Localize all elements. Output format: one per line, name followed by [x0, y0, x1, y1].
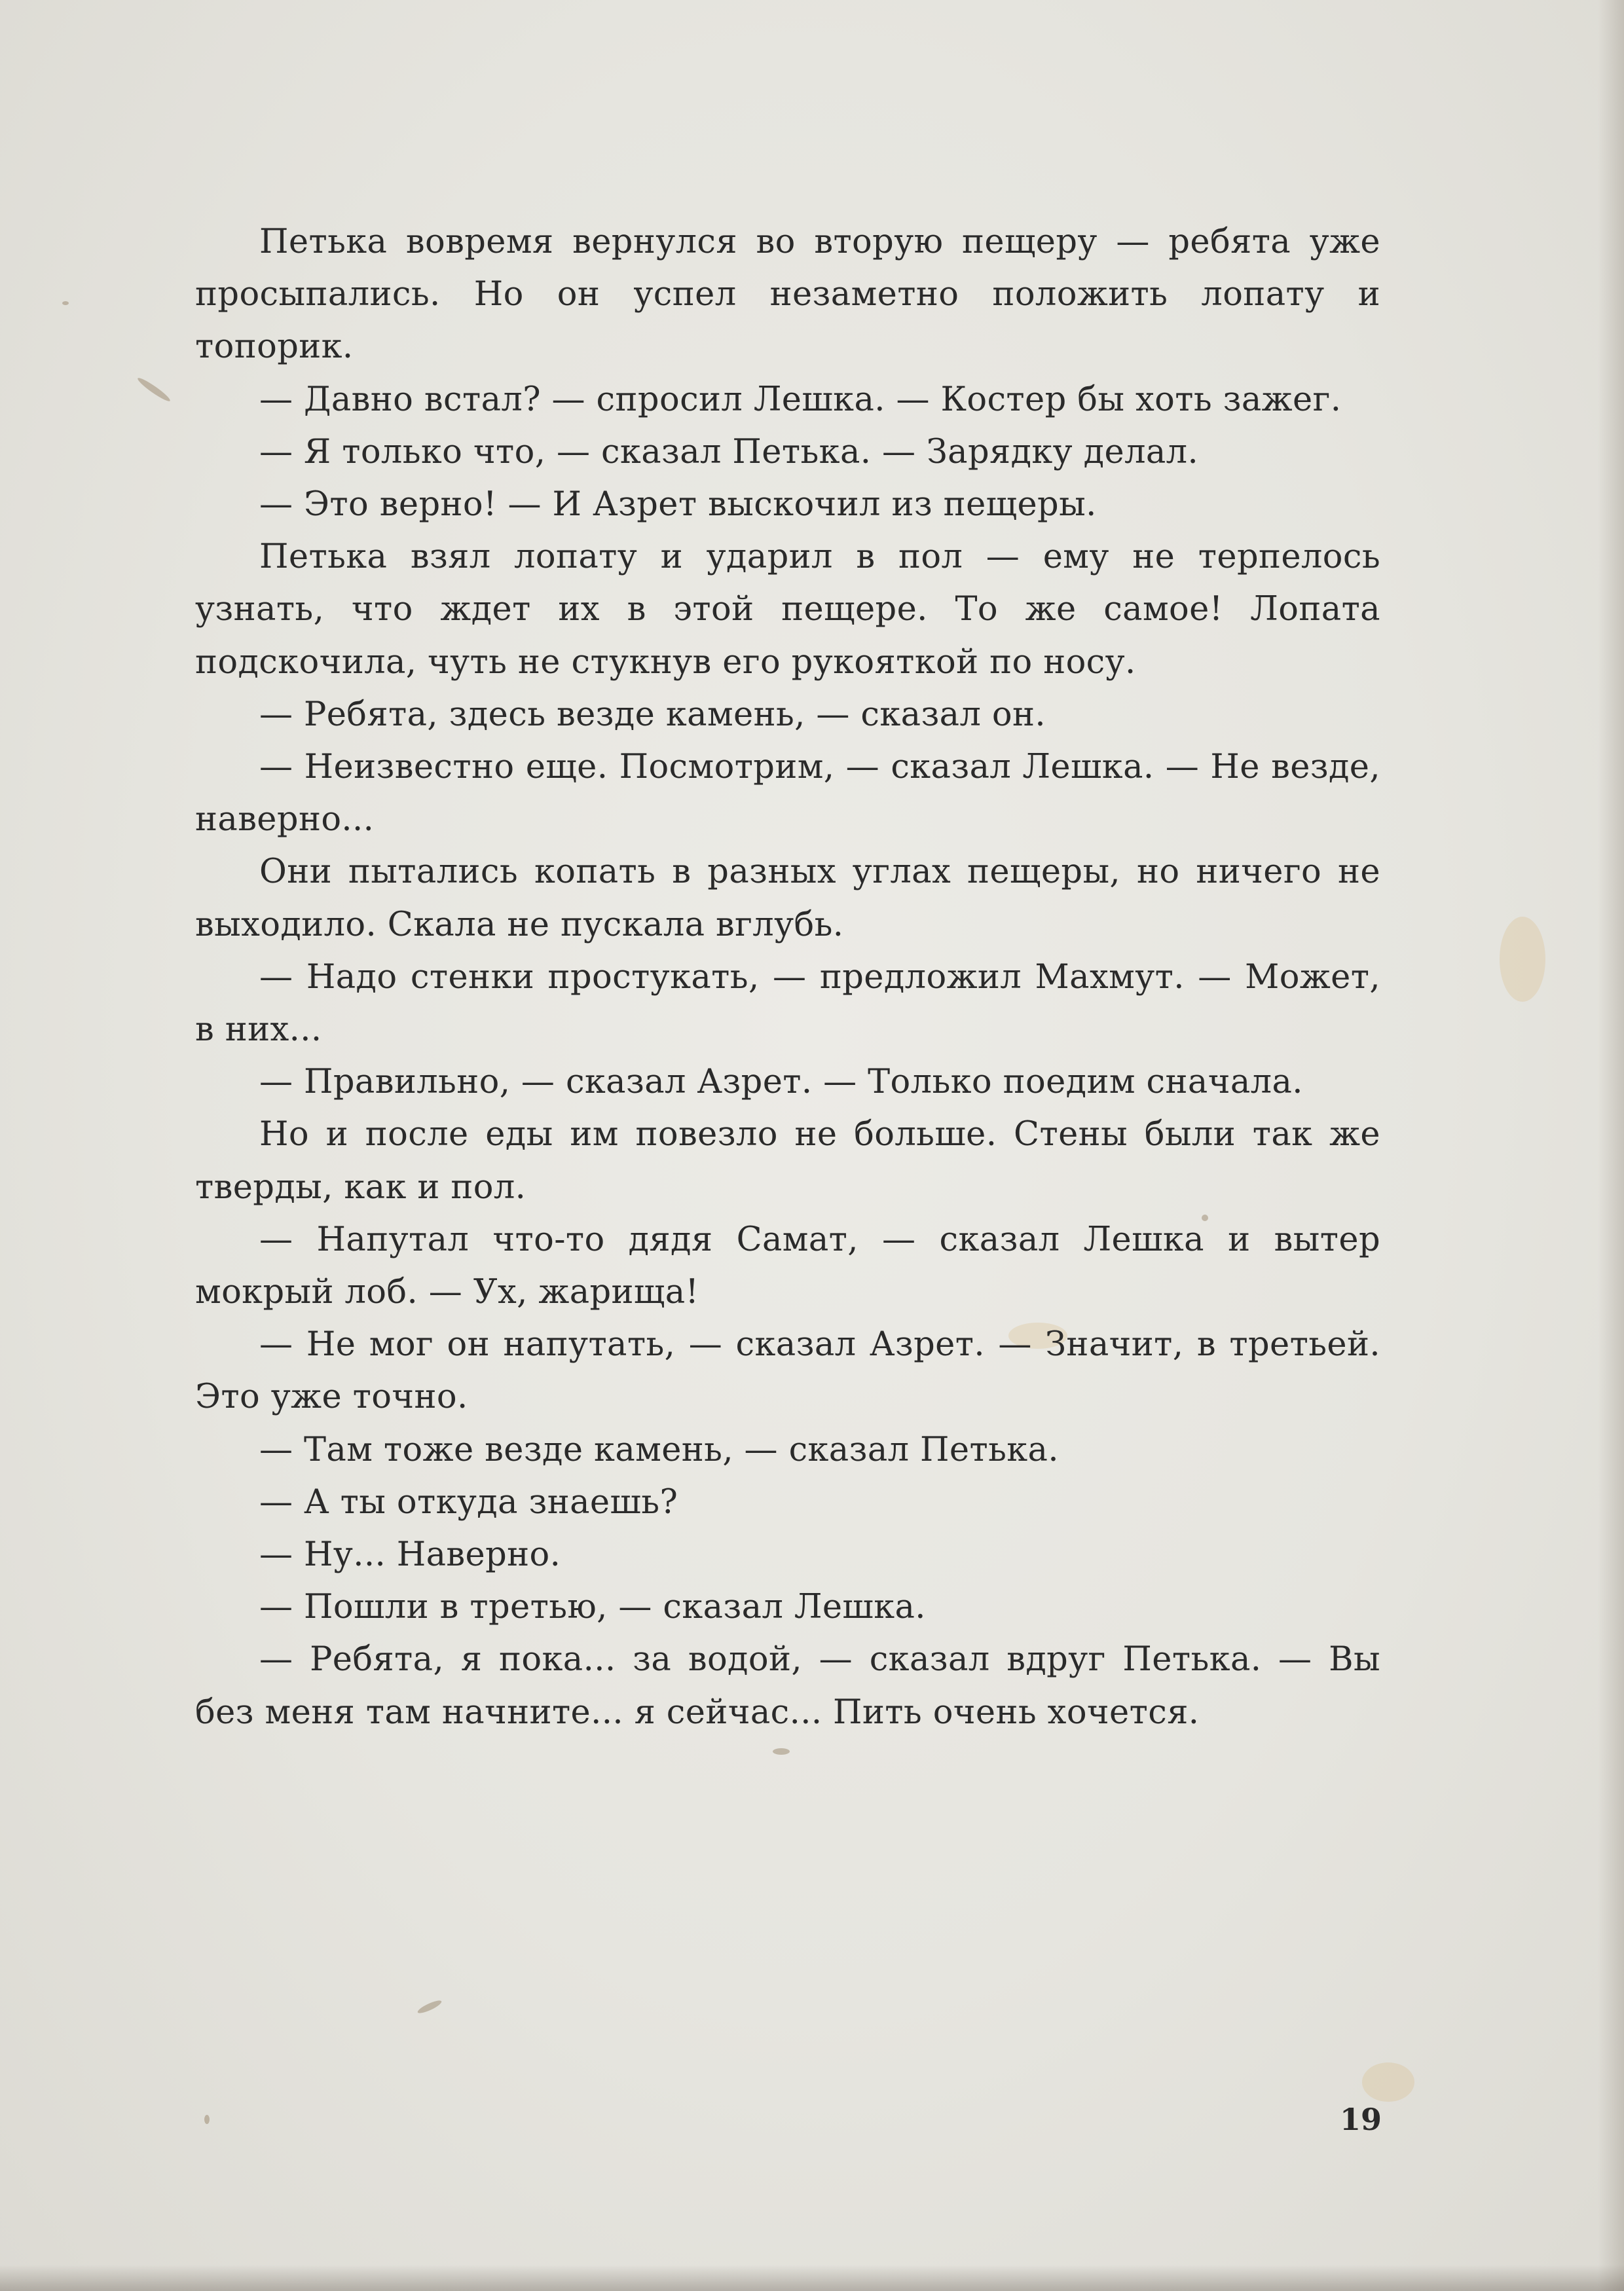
paragraph: — Надо стенки простукать, — предложил Махмут. — Может, в них... — [195, 957, 1380, 1050]
body-text — [195, 216, 1380, 1739]
paragraph: Петька взял лопату и ударил в пол — ему не терпелось узнать, что ждет их в этой пещере. То же самое! Лопата подскочила, чуть не стукнув его рукояткой по носу. — [195, 538, 1380, 682]
paragraph: — Я только что, — сказал Петька. — Зарядку делал. — [259, 432, 1199, 471]
paragraph: — Неизвестно еще. Посмотрим, — сказал Лешка. — Не везде, наверно... — [195, 748, 1380, 839]
page-edge-shadow — [0, 2265, 1624, 2291]
paper-speck — [773, 1748, 790, 1755]
paragraph: — Ребята, здесь везде камень, — сказал он. — [259, 695, 1046, 734]
paper-stain — [1500, 917, 1545, 1002]
paragraph: — Напутал что-то дядя Самат, — сказал Лешка и вытер мокрый лоб. — Ух, жарища! — [195, 1220, 1380, 1312]
paragraph: — Это верно! — И Азрет выскочил из пещеры. — [259, 485, 1097, 524]
paragraph: Они пытались копать в разных углах пещеры, но ничего не выходило. Скала не пускала вглубь. — [195, 852, 1380, 944]
paragraph: Но и после еды им повезло не больше. Стены были так же тверды, как и пол. — [195, 1115, 1380, 1207]
paragraph: — Там тоже везде камень, — сказал Петька. — [259, 1430, 1059, 1469]
paper-speck — [204, 2115, 210, 2124]
paper-stain — [1362, 2062, 1414, 2102]
paragraph: — Не мог он напутать, — сказал Азрет. — Значит, в третьей. Это уже точно. — [195, 1325, 1380, 1417]
paper-speck — [416, 1998, 443, 2015]
paragraph: — А ты откуда знаешь? — [259, 1482, 678, 1522]
page-edge-shadow — [1598, 0, 1624, 2291]
paragraph: — Пошли в третью, — сказал Лешка. — [259, 1588, 926, 1627]
paragraph: — Правильно, — сказал Азрет. — Только поедим сначала. — [259, 1063, 1303, 1102]
paragraph: — Ну... Наверно. — [259, 1535, 561, 1575]
paragraph: Петька вовремя вернулся во вторую пещеру — ребята уже просыпались. Но он успел незаметно положить лопату и топорик. — [195, 223, 1380, 367]
paragraph: — Ребята, я пока... за водой, — сказал вдруг Петька. — Вы без меня там начните... я сейчас... Пить очень хочется. — [195, 1640, 1380, 1732]
paper-speck — [136, 376, 172, 404]
paper-speck — [62, 301, 69, 305]
page-number: 19 — [1339, 2102, 1382, 2137]
paragraph: — Давно встал? — спросил Лешка. — Костер бы хоть зажег. — [259, 380, 1342, 419]
